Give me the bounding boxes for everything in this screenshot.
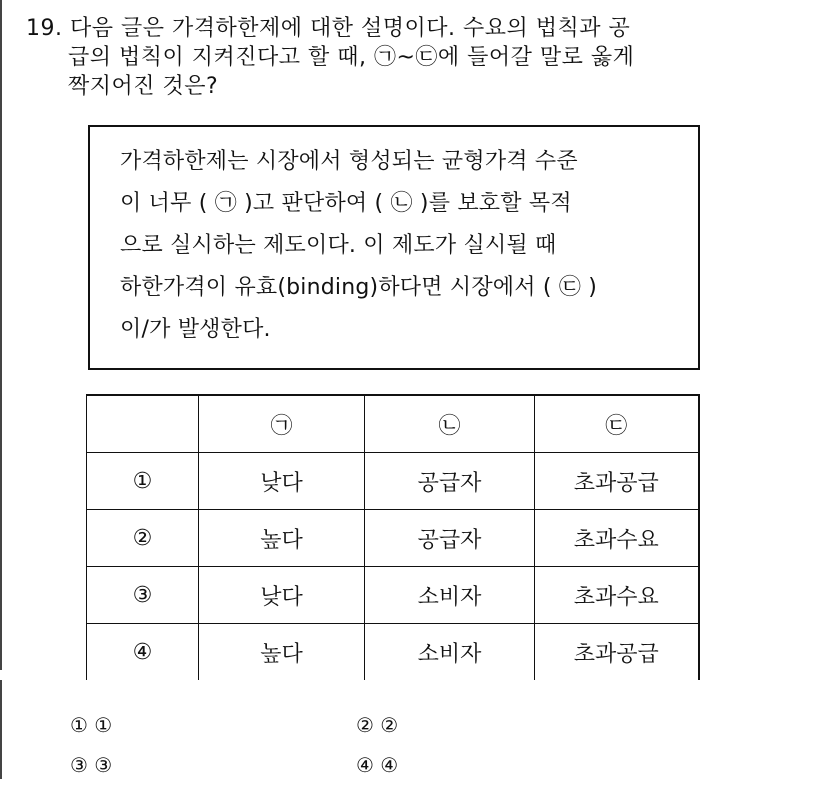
table-row [87, 453, 699, 510]
question-line-3: 짝지어진 것은? [68, 74, 219, 99]
table-cell: ② [87, 510, 199, 567]
table-header-cell: ㉡ [365, 395, 535, 453]
answer-value: ③ [94, 753, 113, 777]
passage-line-5: 이/가 발생한다. [120, 317, 271, 342]
answer-option-4[interactable] [356, 753, 642, 777]
table-cell: 공급자 [365, 510, 535, 567]
answer-option-1[interactable] [70, 713, 356, 737]
passage-line-3: 으로 실시하는 제도이다. 이 제도가 실시될 때 [120, 233, 557, 258]
passage-box [88, 125, 700, 370]
table-cell: 소비자 [365, 567, 535, 624]
answer-marker: ④ [356, 753, 374, 777]
answer-option-3[interactable] [70, 753, 356, 777]
table-cell: 초과공급 [535, 453, 699, 510]
table-cell: 낮다 [199, 567, 365, 624]
answer-option-2[interactable] [356, 713, 642, 737]
question-line-1 [26, 14, 786, 43]
table-cell: 낮다 [199, 453, 365, 510]
table-cell: 공급자 [365, 453, 535, 510]
table-row [87, 624, 699, 681]
table-cell: ③ [87, 567, 199, 624]
question-line-2: 급의 법칙이 지켜진다고 할 때, ㉠~㉢에 들어갈 말로 옳게 [68, 45, 635, 70]
question-number: 19. [26, 16, 63, 41]
table-cell: ④ [87, 624, 199, 681]
table-cell: 초과수요 [535, 510, 699, 567]
table-cell: 소비자 [365, 624, 535, 681]
table-header-cell: ㉢ [535, 395, 699, 453]
answer-value: ① [94, 713, 113, 737]
passage-line-2: 이 너무 ( ㉠ )고 판단하여 ( ㉡ )를 보호할 목적 [120, 191, 572, 216]
passage-line-4: 하한가격이 유효(binding)하다면 시장에서 ( ㉢ ) [120, 275, 598, 300]
answer-marker: ③ [70, 753, 88, 777]
table-cell: 초과공급 [535, 624, 699, 681]
question-stem [26, 14, 786, 101]
answer-value: ② [380, 713, 399, 737]
answer-row-1 [70, 705, 770, 745]
table-cell: ① [87, 453, 199, 510]
answer-marker: ② [356, 713, 374, 737]
left-margin-rule-lower [0, 680, 2, 779]
answer-options [70, 705, 770, 785]
table-cell: 높다 [199, 510, 365, 567]
answer-row-2 [70, 745, 770, 785]
question-text-1: 다음 글은 가격하한제에 대한 설명이다. 수요의 법칙과 공 [70, 16, 631, 41]
answer-value: ④ [380, 753, 399, 777]
choice-table [86, 394, 700, 680]
table-row [87, 510, 699, 567]
table-header-row [87, 395, 699, 453]
table-cell: 높다 [199, 624, 365, 681]
passage-line-1: 가격하한제는 시장에서 형성되는 균형가격 수준 [120, 149, 578, 174]
table-header-cell [87, 395, 199, 453]
table-cell: 초과수요 [535, 567, 699, 624]
answer-marker: ① [70, 713, 88, 737]
left-margin-rule [0, 0, 2, 670]
table-row [87, 567, 699, 624]
table-header-cell: ㉠ [199, 395, 365, 453]
